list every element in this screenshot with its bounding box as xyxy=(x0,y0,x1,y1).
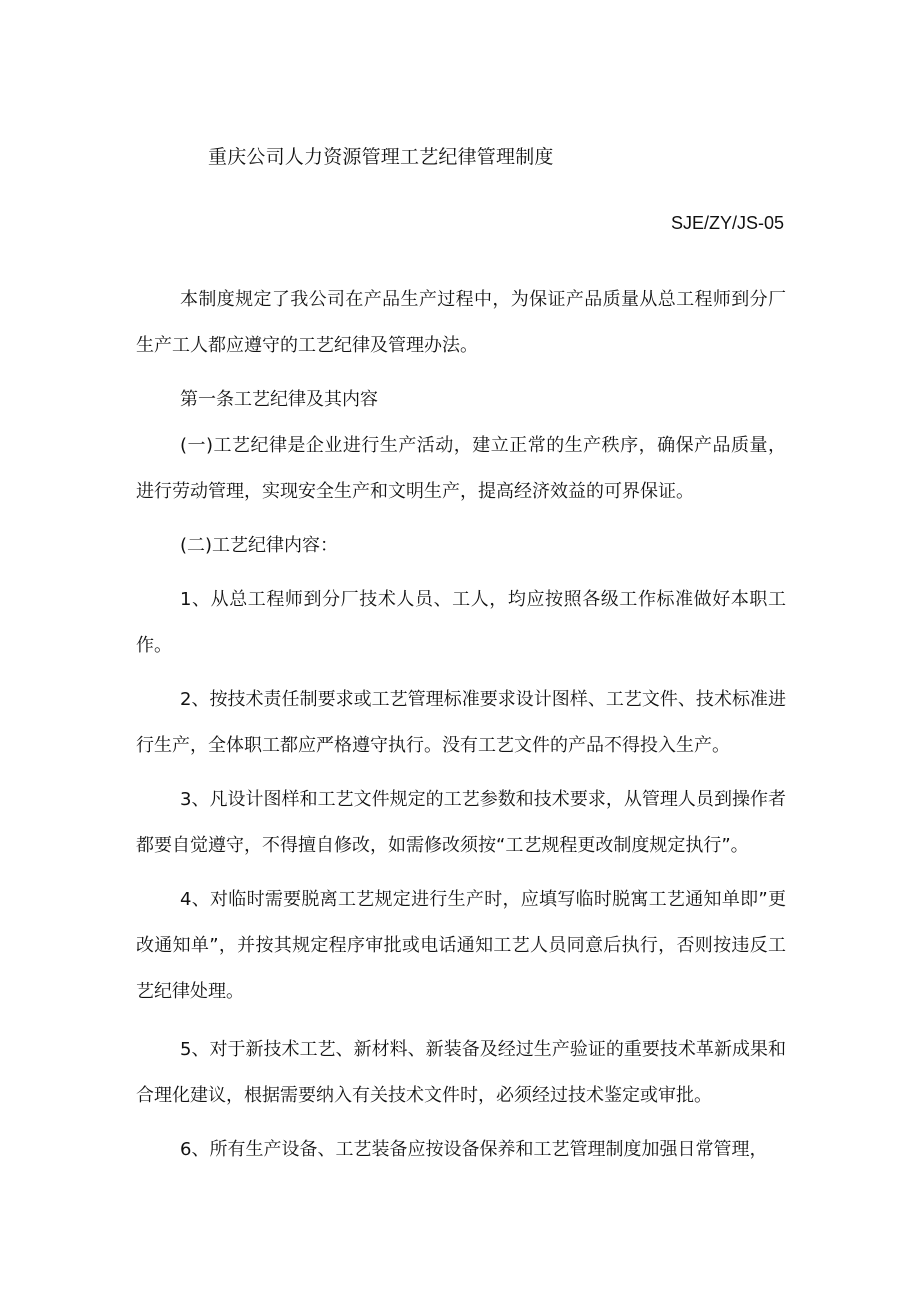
list-item: 2、按技术责任制要求或工艺管理标准要求设计图样、工艺文件、技术标准进行生产，全体职工都应严格遵守执行。没有工艺文件的产品不得投入生产。 xyxy=(136,689,786,756)
document-code: SJE/ZY/JS-05 xyxy=(670,213,784,233)
document-body xyxy=(136,277,786,1173)
list-item: 4、对临时需要脱离工艺规定进行生产时，应填写临时脱寓工艺通知单即”更改通知单”，并按其规定程序审批或电话通知工艺人员同意后执行，否则按违反工艺纪律处理。 xyxy=(136,889,786,1002)
section-heading: 第一条工艺纪律及其内容 xyxy=(180,389,378,410)
document-title: 重庆公司人力资源管理工艺纪律管理制度 xyxy=(208,146,554,168)
list-item: 5、对于新技术工艺、新材料、新装备及经过生产验证的重要技术革新成果和合理化建议，根据需要纳入有关技术文件时，必须经过技术鉴定或审批。 xyxy=(136,1039,786,1106)
paragraph-item-2: (二)工艺纪律内容： xyxy=(180,535,339,556)
paragraph-intro: 本制度规定了我公司在产品生产过程中，为保证产品质量从总工程师到分厂生产工人都应遵守的工艺纪律及管理办法。 xyxy=(136,289,786,356)
list-item: 6、所有生产设备、工艺装备应按设备保养和工艺管理制度加强日常管理， xyxy=(180,1139,768,1160)
paragraph-item-1: (一)工艺纪律是企业进行生产活动，建立正常的生产秩序，确保产品质量，进行劳动管理，实现安全生产和文明生产，提高经济效益的可界保证。 xyxy=(136,435,786,502)
list-item: 3、凡设计图样和工艺文件规定的工艺参数和技术要求，从管理人员到操作者都要自觉遵守，不得擅自修改，如需修改须按“工艺规程更改制度规定执行”。 xyxy=(136,789,786,856)
list-item: 1、从总工程师到分厂技术人员、工人，均应按照各级工作标准做好本职工作。 xyxy=(136,589,786,656)
